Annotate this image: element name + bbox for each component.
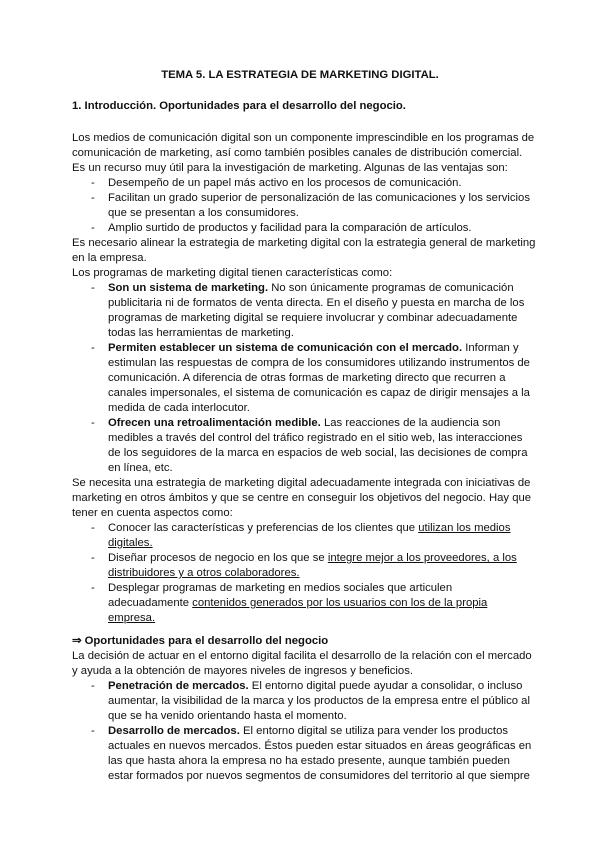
- paragraph-line: y ayuda a la obtención de mayores niveles de ingresos y beneficios.: [72, 665, 413, 677]
- section-heading: 1. Introducción. Oportunidades para el desarrollo del negocio.: [72, 100, 406, 112]
- list-item: las que hasta ahora la empresa no ha estado presente, aunque también pueden: [108, 755, 510, 767]
- list-dash: -: [91, 680, 95, 692]
- paragraph-line: La decisión de actuar en el entorno digital facilita el desarrollo de la relación con el mercado: [72, 650, 532, 662]
- list-item: en línea, etc.: [108, 462, 173, 474]
- list-item: [108, 724, 508, 739]
- paragraph-line: comunicación de marketing, así como también posibles canales de distribución comercial.: [72, 147, 523, 159]
- list-item-text: adecuadamente: [108, 597, 193, 609]
- list-item: de los seguidores de la marca en espacios de web social, las decisiones de compra: [108, 447, 528, 459]
- list-item-text: Informan y: [462, 342, 519, 354]
- list-item: [108, 551, 517, 566]
- list-item: canales impersonales, el sistema de comunicación es capaz de dirigir mensajes a la: [108, 387, 530, 399]
- list-item: estimulan las respuestas de compra de los consumidores utilizando instrumentos de: [108, 357, 530, 369]
- list-item: [108, 416, 500, 431]
- list-item: Amplio surtido de productos y facilidad para la comparación de artículos.: [108, 222, 472, 234]
- list-item: [108, 281, 514, 296]
- list-dash: -: [91, 222, 95, 234]
- list-item-bold: Son un sistema de marketing.: [108, 282, 269, 294]
- underlined-text: digitales.: [108, 537, 153, 549]
- paragraph-line: en la empresa.: [72, 252, 147, 264]
- paragraph-line: Los programas de marketing digital tienen características como:: [72, 267, 393, 279]
- subsection-heading-text: Oportunidades para el desarrollo del negocio: [84, 635, 329, 647]
- arrow-icon: ⇒: [72, 635, 82, 647]
- list-item-text: Diseñar procesos de negocio en los que se: [108, 552, 328, 564]
- paragraph-line: marketing en otros ámbitos y que se centre en conseguir los objetivos del negocio. Hay que: [72, 492, 532, 504]
- underlined-text: integre mejor a los proveedores, a los: [327, 552, 517, 564]
- list-item: actuales en nuevos mercados. Éstos pueden estar situados en áreas geográficas en: [108, 740, 532, 752]
- list-dash: -: [91, 282, 95, 294]
- list-item: que se ha venido orientando hasta el momento.: [108, 710, 347, 722]
- list-item: programas de marketing digital se requiere involucrar y combinar adecuadamente: [108, 312, 518, 324]
- list-item: comunicación. A diferencia de otras formas de marketing directo que recurren a: [108, 372, 506, 384]
- list-item: medibles a través del control del tráfico registrado en el sitio web, las interacciones: [108, 432, 523, 444]
- underlined-text: empresa.: [108, 612, 156, 624]
- paragraph-line: Es un recurso muy útil para la investigación de marketing. Algunas de las ventajas son:: [72, 162, 508, 174]
- list-item: estar formados por nuevos segmentos de consumidores del territorio al que siempre: [108, 770, 530, 782]
- list-dash: -: [91, 177, 95, 189]
- list-item: Facilitan un grado superior de personalización de las comunicaciones y los servicios: [108, 192, 530, 204]
- list-dash: -: [91, 522, 95, 534]
- list-dash: -: [91, 725, 95, 737]
- list-item-bold: Permiten establecer un sistema de comunicación con el mercado.: [108, 342, 463, 354]
- paragraph-line: Los medios de comunicación digital son un componente imprescindible en los programas de: [72, 132, 535, 144]
- list-item-text: Las reacciones de la audiencia son: [320, 417, 501, 429]
- list-item: [108, 566, 300, 581]
- list-item: que se presentan a los consumidores.: [108, 207, 299, 219]
- list-item: aumentar, la visibilidad de la marca y los productos de la empresa entre el público al: [108, 695, 530, 707]
- list-item: todas las herramientas de marketing.: [108, 327, 294, 339]
- list-item-bold: Ofrecen una retroalimentación medible.: [108, 417, 321, 429]
- list-dash: -: [91, 342, 95, 354]
- list-item-text: El entorno digital puede ayudar a consolidar, o incluso: [248, 680, 523, 692]
- underlined-text: contenidos generados por los usuarios con los de la propia: [192, 597, 488, 609]
- paragraph-line: Se necesita una estrategia de marketing digital adecuadamente integrada con iniciativas de: [72, 477, 531, 489]
- list-item: [108, 521, 511, 536]
- list-item: medida de cada interlocutor.: [108, 402, 250, 414]
- list-dash: -: [91, 582, 95, 594]
- document-title: TEMA 5. LA ESTRATEGIA DE MARKETING DIGITAL.: [161, 69, 439, 81]
- list-item-text: El entorno digital se utiliza para vender los productos: [239, 725, 509, 737]
- list-item: Desempeño de un papel más activo en los procesos de comunicación.: [108, 177, 462, 189]
- list-item-text: No son únicamente programas de comunicación: [268, 282, 514, 294]
- list-item: publicitaria ni de formatos de venta directa. En el diseño y puesta en marcha de los: [108, 297, 525, 309]
- list-item-bold: Penetración de mercados.: [108, 680, 249, 692]
- list-item: [108, 596, 487, 611]
- underlined-text: distribuidores y a otros colaboradores.: [108, 567, 300, 579]
- list-item: [108, 679, 522, 694]
- list-item-bold: Desarrollo de mercados.: [108, 725, 240, 737]
- paragraph-line: Es necesario alinear la estrategia de marketing digital con la estrategia general de marketing: [72, 237, 536, 249]
- list-dash: -: [91, 552, 95, 564]
- subsection-heading: [72, 634, 328, 649]
- list-item: [108, 611, 155, 626]
- list-item-text: Conocer las características y preferencias de los clientes que: [108, 522, 419, 534]
- list-item: [108, 341, 519, 356]
- list-item: Desplegar programas de marketing en medios sociales que articulen: [108, 582, 453, 594]
- list-item: [108, 536, 153, 551]
- list-dash: -: [91, 417, 95, 429]
- list-dash: -: [91, 192, 95, 204]
- underlined-text: utilizan los medios: [418, 522, 511, 534]
- paragraph-line: tener en cuenta aspectos como:: [72, 507, 233, 519]
